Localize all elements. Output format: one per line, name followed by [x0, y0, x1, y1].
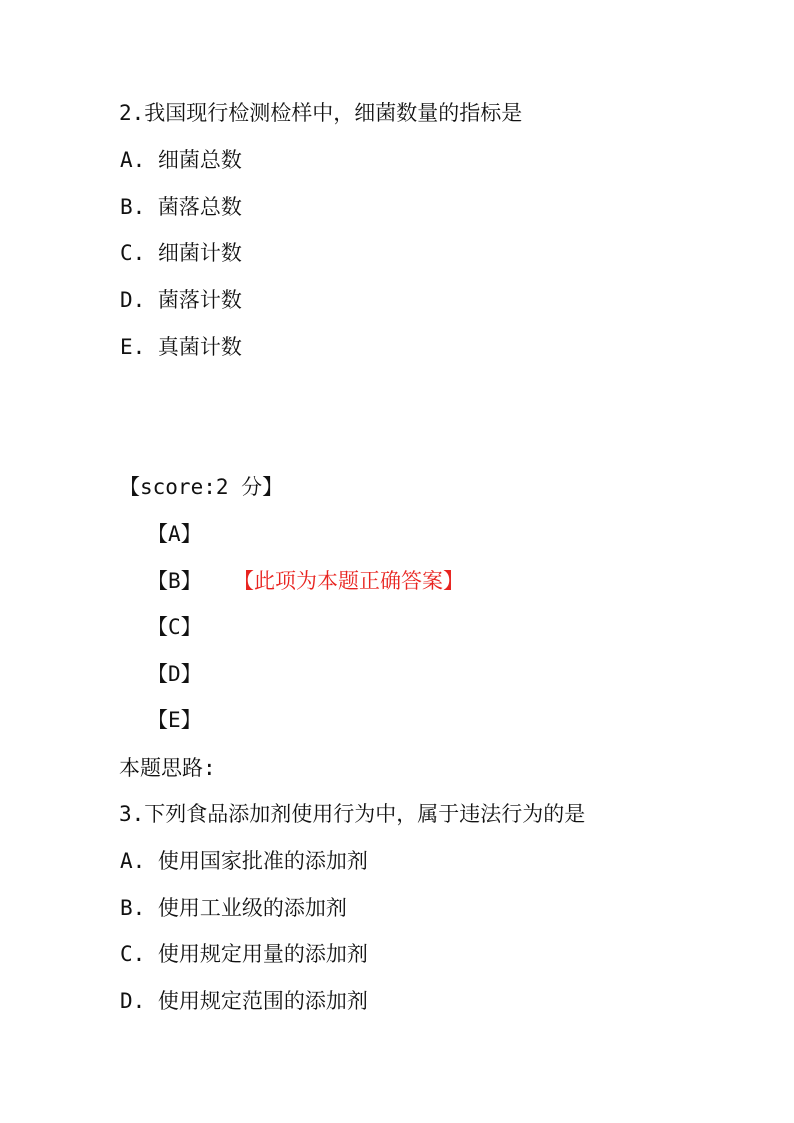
- question-3-option-c: C. 使用规定用量的添加剂: [120, 942, 368, 966]
- answer-b: 【B】: [147, 569, 202, 593]
- question-2-option-b: B. 菌落总数: [120, 195, 242, 219]
- answer-a: 【A】: [147, 522, 202, 546]
- answer-c: 【C】: [147, 615, 202, 639]
- question-2-option-e: E. 真菌计数: [120, 335, 242, 359]
- question-3-option-a: A. 使用国家批准的添加剂: [120, 849, 368, 873]
- question-2-option-a: A. 细菌总数: [120, 148, 242, 172]
- question-3-option-b: B. 使用工业级的添加剂: [120, 896, 347, 920]
- explanation-label: 本题思路:: [119, 756, 216, 780]
- question-2-option-d: D. 菌落计数: [120, 288, 242, 312]
- question-3-option-d: D. 使用规定范围的添加剂: [120, 989, 368, 1013]
- score-label: 【score:2 分】: [119, 475, 284, 499]
- question-2-option-c: C. 细菌计数: [120, 241, 242, 265]
- question-2-text: 2.我国现行检测检样中，细菌数量的指标是: [119, 101, 523, 125]
- answer-d: 【D】: [147, 662, 202, 686]
- correct-answer-note: 【此项为本题正确答案】: [233, 569, 464, 593]
- answer-e: 【E】: [147, 708, 202, 732]
- question-3-text: 3.下列食品添加剂使用行为中，属于违法行为的是: [119, 802, 586, 826]
